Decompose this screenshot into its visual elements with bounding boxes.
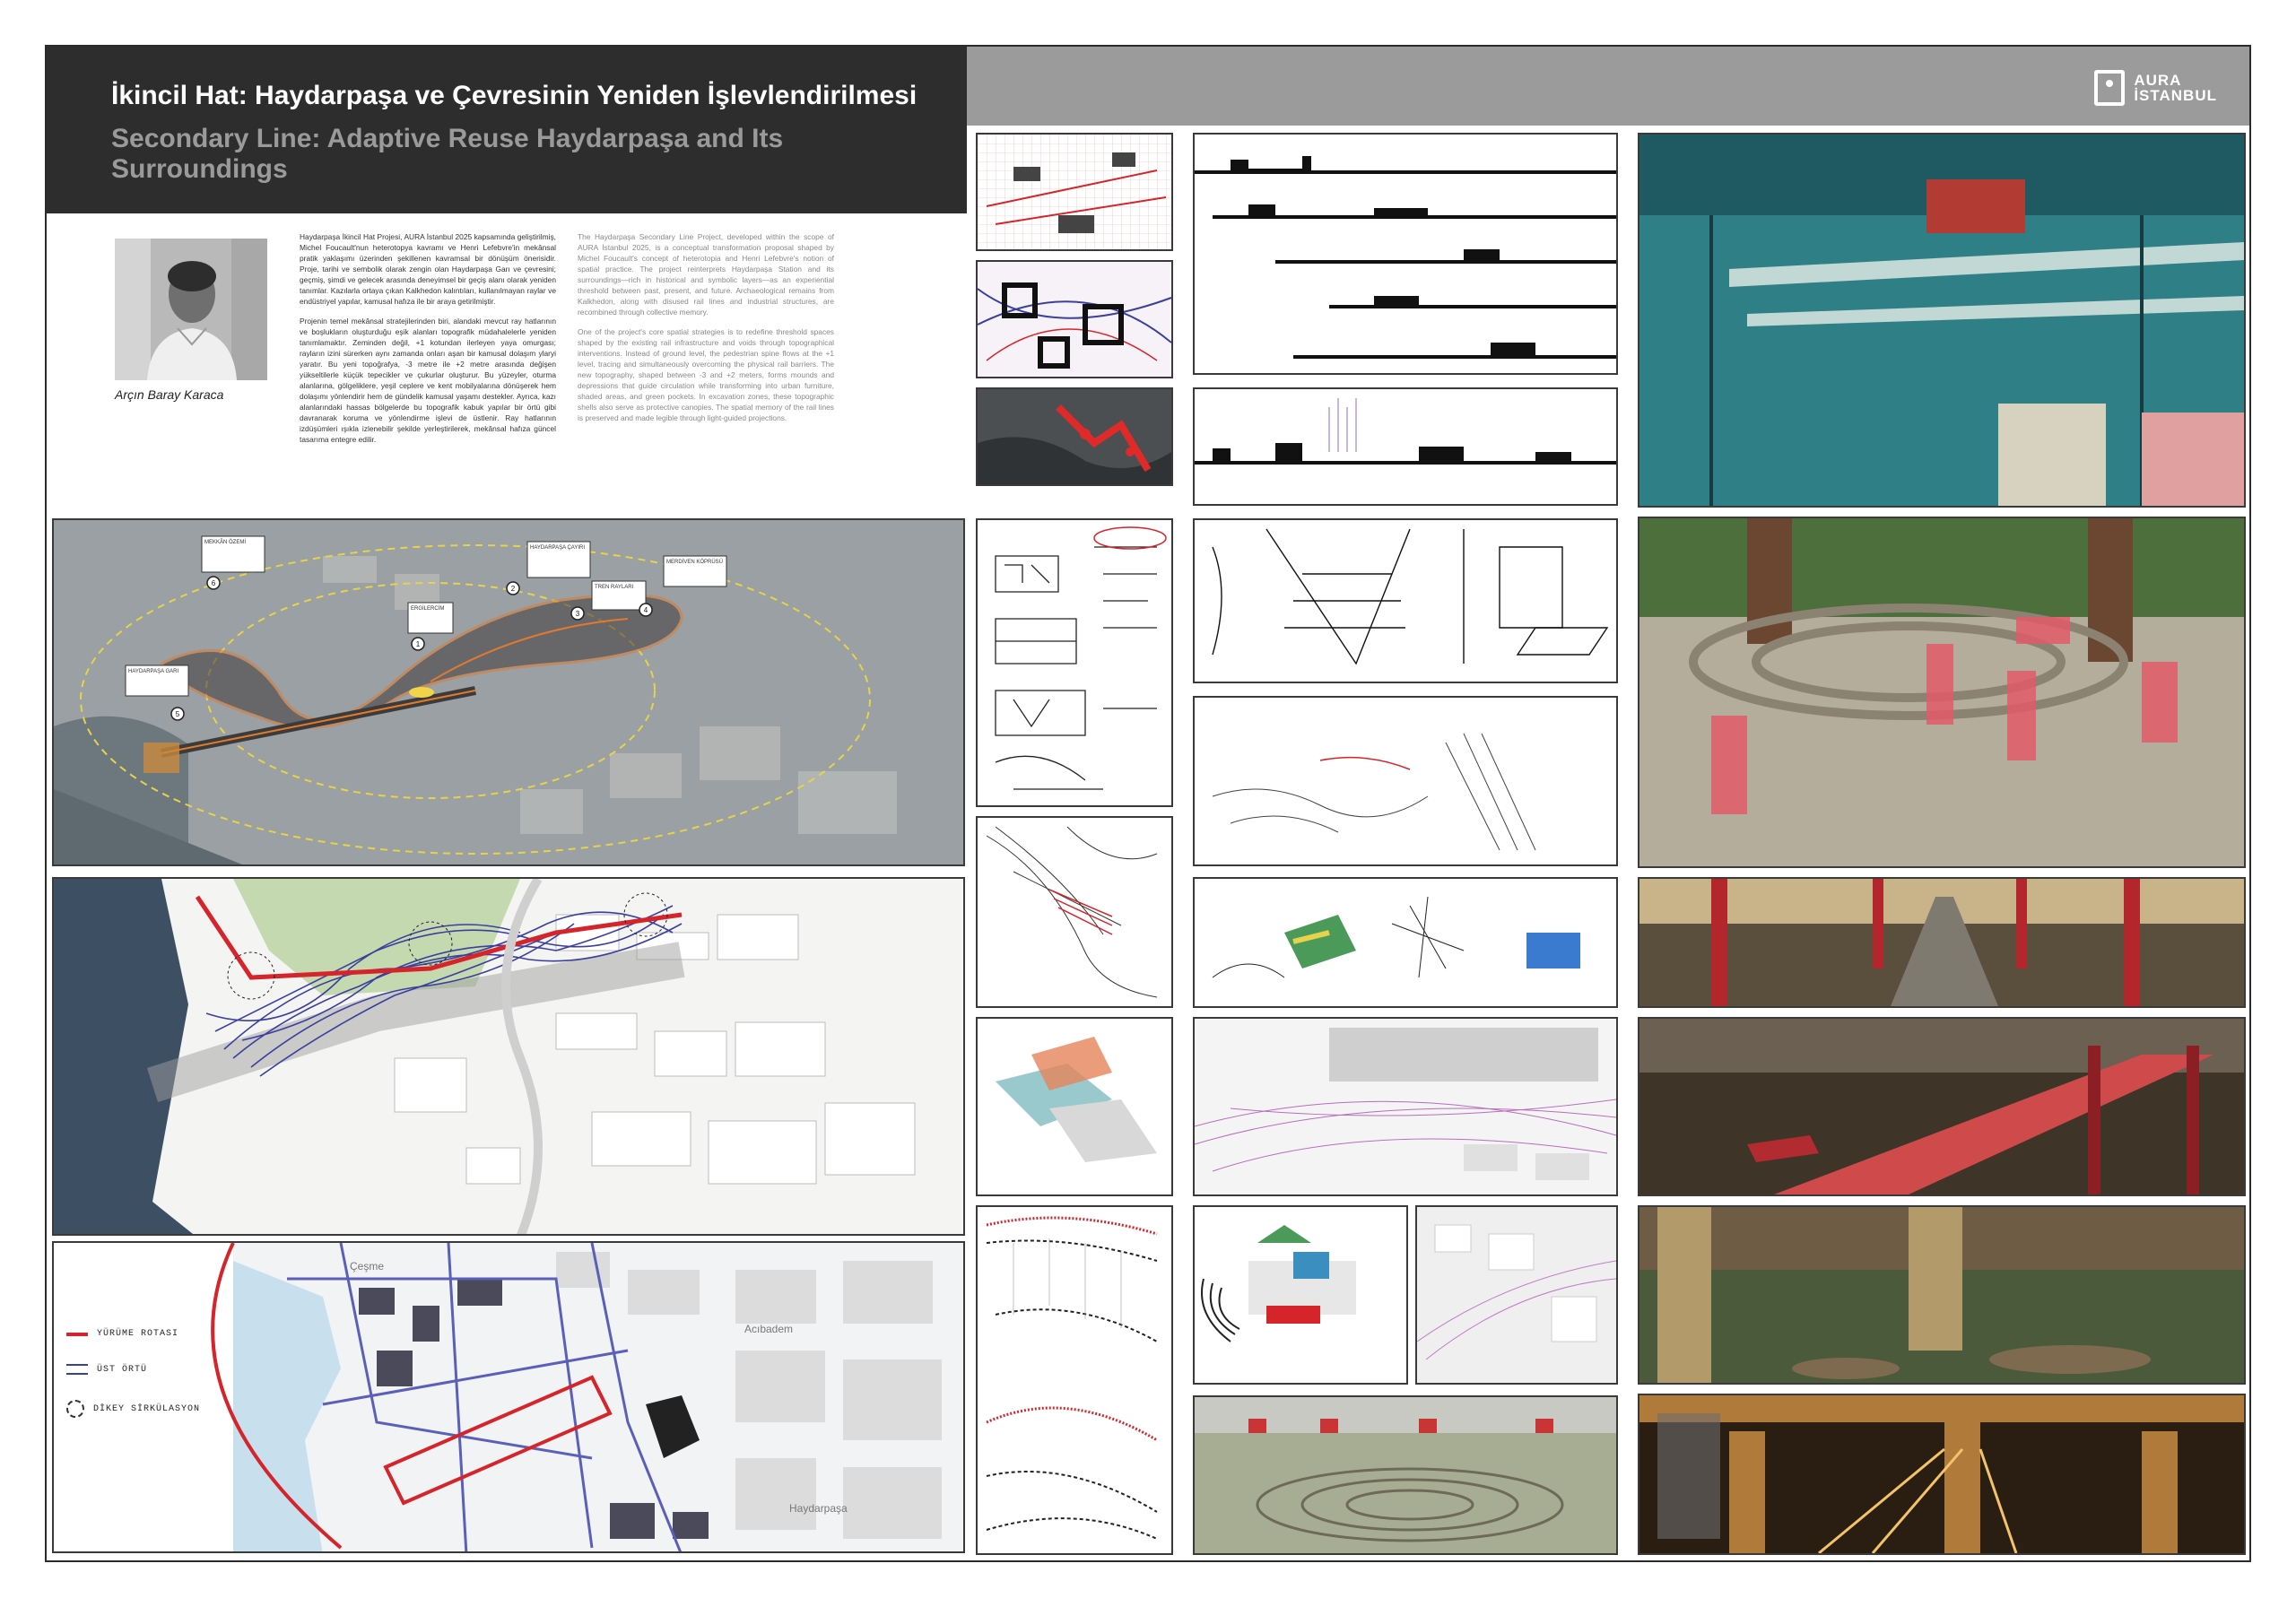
3d-model-panel — [1193, 1017, 1618, 1196]
callout-label: MERDİVEN KÖPRÜSÜ — [666, 560, 724, 565]
callout-label: HAYDARPAŞA GARI — [128, 669, 179, 674]
callout-label: HAYDARPAŞA ÇAYIRI — [530, 545, 586, 551]
title-block — [47, 47, 967, 213]
context-map — [52, 1241, 965, 1553]
skyline-section-2-panel — [1193, 387, 1618, 506]
title-turkish: İkincil Hat: Haydarpaşa ve Çevresinin Yeniden İşlevlendirilmesi — [111, 81, 918, 110]
map-legend — [66, 1329, 228, 1418]
description-english — [578, 231, 834, 432]
place-label: Haydarpaşa — [789, 1502, 848, 1515]
marker-number: 6 — [211, 579, 216, 587]
section-diagram-panel — [1193, 1205, 1408, 1385]
landscape-sketch-panel — [1193, 696, 1618, 866]
logo-line-2: İSTANBUL — [2134, 87, 2217, 104]
elevated-walkway-render — [1638, 877, 2246, 1008]
header-strip — [967, 47, 2249, 126]
paragraph: One of the project's core spatial strategies is to redefine threshold spaces shaped by the existing rail infrastructure and voids through topographical interventions. Instead of ground level, the pedestrian spine flows at the +1 level, tracing and simultaneously overcoming the physical rail barriers. The new topography, shaped between -3 and +2 meters, forms mounds and depressions that guide circulation while transforming into urban furniture, shaded areas, and green pockets. In excavation zones, these topographic shells also serve as protective canopies. The spatial memory of the rail lines is preserved and made legible through light-guided projections. — [578, 327, 834, 422]
marker-number: 1 — [415, 640, 421, 648]
landscape-render-panel — [1193, 1395, 1618, 1555]
legend-label: ÜST ÖRTÜ — [97, 1364, 148, 1375]
plaza-render — [1638, 517, 2246, 868]
legend-label: YÜRÜME ROTASI — [97, 1329, 179, 1339]
author-name: Arçın Baray Karaca — [115, 387, 224, 402]
description-turkish — [300, 231, 556, 454]
paragraph: Haydarpaşa İkincil Hat Projesi, AURA İstanbul 2025 kapsamında geliştirilmiş, Michel Foucault'nun heterotopya kavramı ve Henri Lefebvre'in mekânsal pratik yaklaşımı üzerinden şekillenen kavramsal bir dönüşüm önerisidir. Proje, tarihi ve sembolik olarak zengin olan Haydarpaşa Garı ve çevresini; geçmiş, şimdi ve gelecek arasında deneyimsel bir geçiş alanı olarak yeniden tanımlar. Kazılarla ortaya çıkan Kalkhedon kalıntıları, kullanılmayan raylar ve endüstriyel yapılar, kamusal hafıza ile bir araya getirilmiştir. — [300, 232, 556, 306]
paragraph: The Haydarpaşa Secondary Line Project, developed within the scope of AURA İstanbul 2025, is a conceptual transformation proposal shaped by Michel Foucault's concept of heterotopia and Henri Lefebvre's notion of spatial practice. The project reinterprets Haydarpaşa Station and its surroundings—rich in historical and symbolic layers—as an experiential threshold between past, present, and future. Archaeological remains from Kalkhedon, along with disused rail lines and industrial structures, are recombined through collective memory. — [578, 232, 834, 317]
skyline-sections-panel — [1193, 133, 1618, 375]
callout-label: MEKKÂN ÖZEMİ — [204, 540, 247, 545]
walking-route-icon — [66, 1333, 88, 1336]
diagram-grid-panel — [976, 133, 1173, 251]
underground-render — [1638, 1394, 2246, 1555]
marker-number: 5 — [175, 710, 180, 718]
sketch-panel — [976, 518, 1173, 807]
illustration-station-render — [1638, 133, 2246, 508]
legend-label: DİKEY SİRKÜLASYON — [93, 1403, 201, 1414]
colored-sketch-panel — [1193, 877, 1618, 1008]
author-photo — [115, 239, 267, 380]
isometric-layers-panel — [976, 1017, 1173, 1196]
logo-line-1: AURA — [2134, 72, 2182, 89]
marker-number: 4 — [643, 606, 648, 614]
diagram-frames-panel — [976, 260, 1173, 378]
vertical-circulation-icon — [66, 1400, 84, 1418]
callout-label: ERGİLERCİM — [411, 606, 445, 612]
marker-number: 3 — [575, 610, 580, 618]
place-label: Çeşme — [350, 1260, 385, 1273]
aura-istanbul-logo — [2094, 70, 2217, 106]
aerial-site-map — [52, 518, 965, 866]
legend-item — [66, 1329, 228, 1339]
shell-sections-panel — [976, 1205, 1173, 1555]
legend-item — [66, 1400, 228, 1418]
red-bridge-render — [1638, 1017, 2246, 1196]
legend-item — [66, 1364, 228, 1375]
sketch-linework-panel — [976, 816, 1173, 1008]
perspective-sketch-panel — [1193, 518, 1618, 683]
title-english: Secondary Line: Adaptive Reuse Haydarpaşa and Its Surroundings — [111, 124, 784, 184]
diagram-aerial-red-panel — [976, 387, 1173, 486]
paragraph: Projenin temel mekânsal stratejilerinden biri, alandaki mevcut ray hatlarının ve boşlukların oluşturduğu eşik alanları topografik müdahalelerle yeniden tanımlamaktır. Zeminden değil, +1 kotundan ilerleyen yaya omurgası; rayların izini sürerken aynı zamanda onları aşan bir kamusal dolaşım ylaryi yaratır. Bu yeni topoğrafya, -3 metre ile +2 metre arasında değişen yükseltilerle küçük tepecikler ve çukurlar oluşturur. Bu yüzeyler, oturma alanlarına, gölgeliklere, yeşil ceplere ve kent mobilyalarına dönüşerek hem dolaşımı yönlendirir hem de gündelik kamusal yaşamı destekler. Ayrıca, kazı alanlarındaki hassas bölgelerde bu topografik kabuk yapılar bir örtü gibi davranarak koruma ve yönlendirme işlevi de üstlenir. Ray hatlarının izdüşümleri ışıkla izlenebilir şekilde yerleştirilerek, mekânsal hafıza güncel tasarıma entegre edilir. — [300, 317, 556, 444]
place-label: Acıbadem — [744, 1323, 794, 1335]
callout-label: TREN RAYLARI — [595, 585, 634, 590]
masterplan-map — [52, 877, 965, 1236]
marker-number: 2 — [510, 585, 516, 593]
canopy-icon — [66, 1364, 88, 1375]
site-model-panel — [1415, 1205, 1618, 1385]
ruins-garden-render — [1638, 1205, 2246, 1385]
logo-mark-icon — [2094, 70, 2125, 106]
